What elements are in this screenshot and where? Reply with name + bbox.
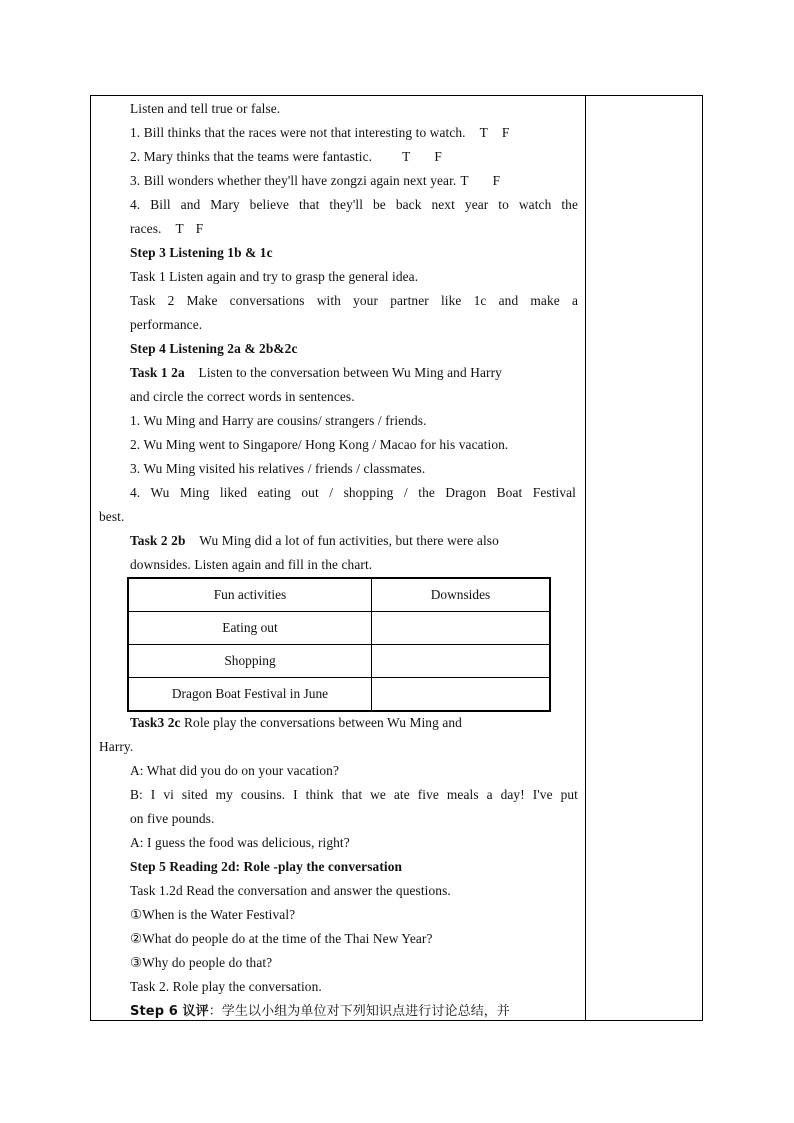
tf1-text: 1. Bill thinks that the races were not that interesting to watch. [130, 125, 466, 140]
chart-cell-downside[interactable] [372, 678, 551, 712]
question-3: ③Why do people do that? [130, 955, 273, 970]
chart-cell-activity: Shopping [128, 645, 372, 678]
step5-heading: Step 5 Reading 2d: Role -play the conversation [130, 859, 403, 874]
tf2-text: 2. Mary thinks that the teams were fantastic. [130, 149, 373, 164]
tf-statement-4-line1: 4. Bill and Mary believe that they'll be back next year to watch the [130, 197, 578, 212]
dialogue-b1-line2: on five pounds. [130, 811, 215, 826]
step4-task2-line2: downsides. Listen again and fill in the chart. [130, 557, 373, 572]
step4-task1-line1 [130, 365, 578, 381]
step4-task2-line1 [130, 533, 578, 549]
step4-task3-text: Role play the conversations between Wu Ming and [180, 715, 462, 730]
step5-task1: Task 1.2d Read the conversation and answer the questions. [130, 883, 451, 898]
step4-task3-line1 [130, 715, 578, 731]
step6-line [130, 1003, 578, 1020]
step4-task2-text: Wu Ming did a lot of fun activities, but there were also [199, 533, 499, 548]
step4-task1-text: Listen to the conversation between Wu Ming and Harry [198, 365, 502, 380]
step4-task3-line2: Harry. [99, 739, 134, 754]
dialogue-b1-line1: B: I vi sited my cousins. I think that we ate five meals a day! I've put [130, 787, 578, 802]
listen-instruction: Listen and tell true or false. [130, 101, 281, 116]
circle-sentence-1: 1. Wu Ming and Harry are cousins/ strangers / friends. [130, 413, 427, 428]
question-2: ②What do people do at the time of the Thai New Year? [130, 931, 433, 946]
fun-activities-chart [127, 577, 551, 712]
step3-task2-line1: Task 2 Make conversations with your partner like 1c and make a [130, 293, 578, 308]
tf4-true: T [175, 221, 184, 236]
tf1-false: F [501, 125, 510, 140]
lesson-table-frame [90, 95, 703, 1021]
tf3-true: T [460, 173, 469, 188]
column-divider [585, 96, 586, 1020]
tf4-false: F [195, 221, 204, 236]
step4-task2-label: Task 2 2b [130, 533, 186, 548]
chart-cell-activity: Dragon Boat Festival in June [128, 678, 372, 712]
step3-heading: Step 3 Listening 1b & 1c [130, 245, 273, 260]
tf3-text: 3. Bill wonders whether they'll have zongzi again next year. [130, 173, 457, 188]
question-1: ①When is the Water Festival? [130, 907, 296, 922]
step4-task1-label: Task 1 2a [130, 365, 185, 380]
tf-statement-4-line2 [130, 221, 578, 237]
step5-task2: Task 2. Role play the conversation. [130, 979, 322, 994]
step6-text: ：学生以小组为单位对下列知识点进行讨论总结，并 [208, 1004, 511, 1019]
tf3-false: F [492, 173, 501, 188]
step6-label: Step 6 议评 [130, 1004, 209, 1019]
tf1-true: T [479, 125, 488, 140]
step4-task3-label: Task3 2c [130, 715, 181, 730]
tf-statement-1 [130, 125, 578, 141]
circle-sentence-4-line1: 4. Wu Ming liked eating out / shopping / the Dragon Boat Festival [130, 485, 576, 500]
tf-statement-3 [130, 173, 578, 189]
tf-statement-2 [130, 149, 578, 165]
chart-row [128, 645, 550, 678]
step3-task2-line2: performance. [130, 317, 203, 332]
circle-sentence-3: 3. Wu Ming visited his relatives / friends / classmates. [130, 461, 426, 476]
tf4-text: races. [130, 221, 162, 236]
dialogue-a2: A: I guess the food was delicious, right? [130, 835, 350, 850]
dialogue-a1: A: What did you do on your vacation? [130, 763, 340, 778]
chart-row [128, 612, 550, 645]
chart-cell-activity: Eating out [128, 612, 372, 645]
circle-sentence-4-line2: best. [99, 509, 125, 524]
chart-cell-downside[interactable] [372, 645, 551, 678]
chart-row [128, 678, 550, 712]
step4-task1-line2: and circle the correct words in sentences. [130, 389, 355, 404]
chart-header-row [128, 578, 550, 612]
chart-header-downsides: Downsides [372, 578, 551, 612]
chart-cell-downside[interactable] [372, 612, 551, 645]
step3-task1: Task 1 Listen again and try to grasp the general idea. [130, 269, 419, 284]
step4-heading: Step 4 Listening 2a & 2b&2c [130, 341, 298, 356]
tf2-false: F [434, 149, 442, 164]
tf2-true: T [402, 149, 411, 164]
chart-header-fun-activities: Fun activities [128, 578, 372, 612]
circle-sentence-2: 2. Wu Ming went to Singapore/ Hong Kong / Macao for his vacation. [130, 437, 509, 452]
